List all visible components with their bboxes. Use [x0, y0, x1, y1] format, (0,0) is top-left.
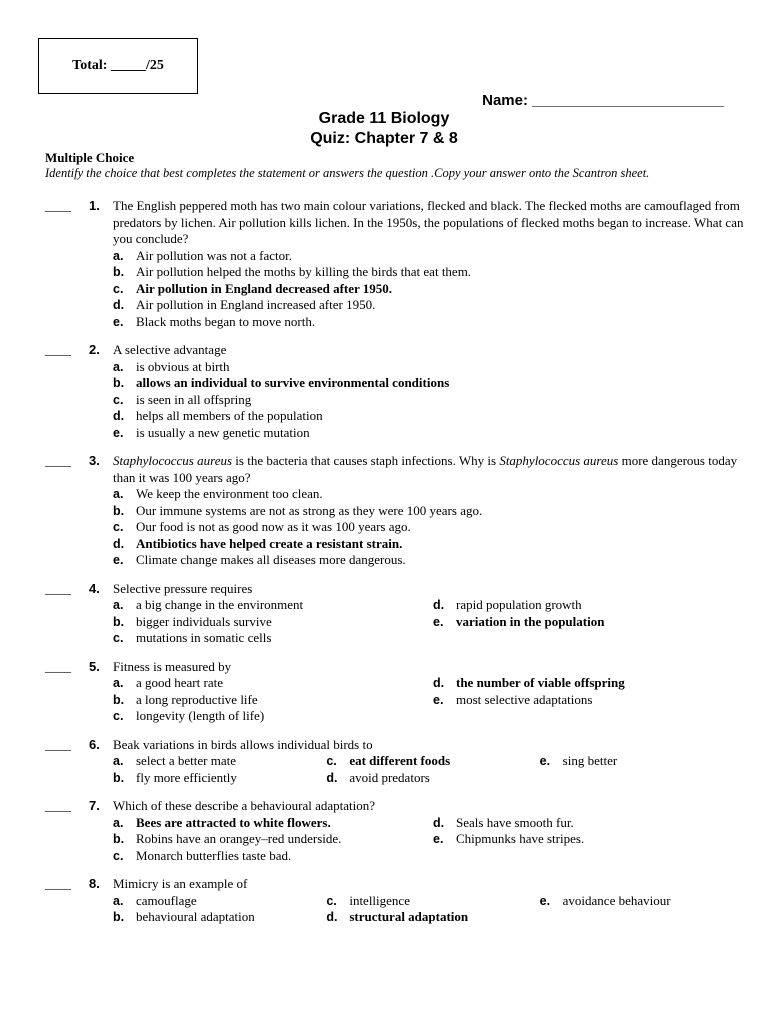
- option-letter: d.: [113, 409, 125, 423]
- option-text: a long reproductive life: [136, 691, 258, 707]
- answer-option: [113, 297, 745, 314]
- name-field-label: Name: _______________________: [482, 92, 724, 109]
- question-stem: [113, 659, 745, 676]
- option-text: eat different foods: [349, 753, 451, 768]
- option-text: Climate change makes all diseases more dangerous.: [136, 552, 406, 567]
- option-letter: e.: [113, 553, 124, 567]
- option-list: [113, 675, 745, 725]
- option-letter: c.: [326, 893, 337, 908]
- option-text: Antibiotics have helped create a resistant strain.: [136, 535, 403, 551]
- option-list: [113, 359, 745, 442]
- option-text: the number of viable offspring: [456, 675, 625, 690]
- total-score-box: [38, 38, 198, 94]
- option-letter: a.: [113, 248, 124, 263]
- option-text: Chipmunks have stripes.: [456, 831, 585, 846]
- option-letter: b.: [113, 376, 125, 390]
- option-list: [113, 815, 745, 865]
- question-number: 5.: [89, 658, 100, 674]
- answer-option: [113, 831, 425, 848]
- option-letter: d.: [326, 910, 338, 924]
- option-letter: c.: [113, 709, 124, 723]
- option-letter: a.: [113, 676, 124, 690]
- question-6: [45, 737, 745, 787]
- option-letter: a.: [113, 815, 124, 830]
- answer-option: [113, 708, 425, 725]
- answer-option: [113, 893, 318, 910]
- answer-option: [326, 909, 531, 926]
- option-letter: b.: [113, 692, 125, 707]
- option-letter: d.: [433, 676, 445, 690]
- answer-option: [540, 893, 745, 910]
- answer-option: [113, 359, 745, 376]
- option-list: [113, 753, 745, 786]
- answer-blank: ____: [45, 198, 71, 213]
- question-8: [45, 876, 745, 926]
- answer-option: [113, 614, 425, 631]
- question-stem: [113, 581, 745, 598]
- option-text: Monarch butterflies taste bad.: [136, 847, 292, 863]
- question-stem: [113, 737, 745, 754]
- answer-option: [113, 630, 425, 647]
- answer-option: [433, 831, 745, 848]
- option-letter: b.: [113, 265, 125, 279]
- question-stem-text: Staphylococcus aureus: [113, 453, 233, 468]
- option-letter: d.: [433, 598, 445, 612]
- option-letter: a.: [113, 754, 124, 768]
- option-letter: d.: [326, 770, 338, 785]
- option-text: Air pollution in England increased after 1950.: [136, 297, 376, 312]
- answer-option: [113, 425, 745, 442]
- section-instruction: Identify the choice that best completes the statement or answers the question .Copy your answer onto the Scantron sheet.: [45, 166, 650, 180]
- answer-option: [113, 264, 745, 281]
- option-letter: d.: [113, 536, 125, 551]
- option-letter: c.: [113, 520, 124, 534]
- question-number: 8.: [89, 876, 100, 891]
- option-letter: b.: [113, 503, 125, 518]
- question-stem-text: is the bacteria that causes staph infections. Why is: [232, 453, 500, 468]
- question-number: 2.: [89, 342, 100, 357]
- option-text: fly more efficiently: [136, 769, 237, 785]
- option-text: Bees are attracted to white flowers.: [136, 814, 331, 830]
- option-letter: e.: [113, 314, 124, 329]
- section-heading: Multiple Choice: [45, 150, 135, 165]
- answer-blank: ____: [45, 798, 71, 813]
- option-letter: b.: [113, 614, 125, 629]
- question-stem: [113, 798, 745, 815]
- answer-option: [433, 815, 745, 832]
- option-letter: c.: [326, 754, 337, 768]
- option-list: [113, 597, 745, 647]
- option-list: [113, 486, 745, 569]
- option-letter: e.: [539, 893, 551, 908]
- option-text: intelligence: [349, 892, 410, 908]
- option-letter: c.: [113, 281, 124, 296]
- question-stem: [113, 198, 745, 248]
- answer-option: [433, 692, 745, 709]
- option-text: avoid predators: [349, 769, 430, 785]
- option-text: camouflage: [136, 892, 197, 908]
- question-stem: [113, 876, 745, 893]
- question-stem-text: Mimicry is an example of: [113, 876, 248, 891]
- option-text: behavioural adaptation: [136, 909, 255, 924]
- question-stem: [113, 342, 745, 359]
- option-text: a big change in the environment: [136, 597, 304, 612]
- option-text: bigger individuals survive: [136, 613, 272, 629]
- answer-option: [540, 753, 745, 770]
- question-stem-text: Selective pressure requires: [113, 580, 253, 596]
- question-number: 4.: [89, 580, 100, 596]
- option-letter: a.: [113, 598, 124, 612]
- answer-option: [433, 597, 745, 614]
- option-text: Air pollution in England decreased after 1950.: [136, 280, 393, 296]
- option-text: Our immune systems are not as strong as they were 100 years ago.: [136, 502, 483, 518]
- option-letter: d.: [113, 298, 125, 312]
- answer-blank: ____: [45, 342, 71, 357]
- answer-option: [113, 392, 745, 409]
- option-letter: c.: [113, 631, 124, 645]
- option-text: variation in the population: [456, 613, 605, 629]
- answer-option: [113, 503, 745, 520]
- answer-option: [113, 753, 318, 770]
- answer-option: [326, 893, 531, 910]
- option-text: a good heart rate: [136, 675, 223, 690]
- option-text: allows an individual to survive environmental conditions: [136, 375, 450, 390]
- question-5: [45, 659, 745, 725]
- answer-blank: ____: [45, 876, 71, 891]
- option-letter: b.: [113, 832, 125, 846]
- option-text: is obvious at birth: [136, 358, 230, 374]
- question-stem-text: A selective advantage: [113, 342, 227, 357]
- option-text: rapid population growth: [456, 597, 582, 612]
- answer-option: [326, 753, 531, 770]
- answer-blank: ____: [45, 453, 71, 468]
- question-stem-text: Fitness is measured by: [113, 658, 232, 674]
- answer-option: [113, 692, 425, 709]
- question-stem: [113, 453, 745, 486]
- option-text: helps all members of the population: [136, 408, 323, 423]
- answer-option: [113, 675, 425, 692]
- answer-option: [113, 281, 745, 298]
- answer-option: [433, 614, 745, 631]
- option-list: [113, 893, 745, 926]
- question-7: [45, 798, 745, 864]
- option-text: most selective adaptations: [456, 691, 593, 707]
- option-text: is usually a new genetic mutation: [136, 424, 310, 440]
- option-text: Black moths began to move north.: [136, 313, 316, 329]
- answer-option: [113, 536, 745, 553]
- answer-option: [113, 909, 318, 926]
- option-letter: c.: [113, 392, 124, 407]
- option-letter: c.: [113, 848, 124, 863]
- option-text: mutations in somatic cells: [136, 630, 272, 645]
- answer-option: [113, 815, 425, 832]
- question-number: 7.: [89, 798, 100, 813]
- option-text: sing better: [562, 753, 618, 768]
- question-4: [45, 581, 745, 647]
- option-text: structural adaptation: [349, 909, 469, 924]
- answer-option: [113, 314, 745, 331]
- question-list: [45, 198, 745, 938]
- option-letter: e.: [433, 832, 444, 846]
- option-text: We keep the environment too clean.: [136, 486, 323, 501]
- option-letter: a.: [113, 487, 124, 501]
- question-number: 3.: [89, 453, 100, 468]
- answer-option: [113, 408, 745, 425]
- answer-option: [113, 248, 745, 265]
- option-text: Seals have smooth fur.: [456, 814, 574, 830]
- option-text: Our food is not as good now as it was 100 years ago.: [136, 519, 411, 534]
- answer-option: [113, 552, 745, 569]
- answer-blank: ____: [45, 736, 71, 752]
- answer-blank: ____: [45, 658, 71, 674]
- question-stem-text: Beak variations in birds allows individual birds to: [113, 736, 373, 752]
- answer-blank: ____: [45, 580, 71, 596]
- question-stem-text: Which of these describe a behavioural adaptation?: [113, 798, 376, 813]
- option-text: avoidance behaviour: [562, 892, 671, 908]
- option-letter: a.: [113, 359, 124, 374]
- question-number: 1.: [89, 198, 100, 213]
- option-text: Air pollution helped the moths by killing the birds that eat them.: [136, 264, 472, 279]
- option-text: Air pollution was not a factor.: [136, 247, 292, 263]
- option-text: select a better mate: [136, 753, 236, 768]
- option-letter: a.: [113, 893, 124, 908]
- question-2: [45, 342, 745, 441]
- answer-option: [113, 375, 745, 392]
- answer-option: [113, 597, 425, 614]
- question-3: [45, 453, 745, 569]
- option-text: Robins have an orangey–red underside.: [136, 831, 342, 846]
- answer-option: [433, 675, 745, 692]
- total-score-label: Total: _____/25: [72, 58, 164, 73]
- question-number: 6.: [89, 736, 100, 752]
- question-stem-text: more dangerous today than it was 100 years ago?: [113, 453, 738, 485]
- answer-option: [113, 770, 318, 787]
- question-stem-text: The English peppered moth has two main colour variations, flecked and black. The flecked moths are camouflaged from predators by lichen. Air pollution kills lichen. In the 1950s, the populations of flecked moths began to increase. What can you conclude?: [113, 198, 744, 246]
- option-letter: e.: [113, 425, 124, 440]
- page-subtitle: Quiz: Chapter 7 & 8: [310, 130, 458, 147]
- answer-option: [326, 770, 531, 787]
- option-letter: e.: [539, 754, 551, 768]
- answer-option: [113, 848, 425, 865]
- question-1: [45, 198, 745, 330]
- option-letter: e.: [433, 614, 444, 629]
- question-stem-text: Staphylococcus aureus: [499, 453, 619, 468]
- option-letter: e.: [433, 692, 444, 707]
- option-list: [113, 248, 745, 331]
- option-letter: b.: [113, 910, 125, 924]
- option-text: is seen in all offspring: [136, 391, 252, 407]
- answer-option: [113, 486, 745, 503]
- option-text: longevity (length of life): [136, 708, 265, 723]
- answer-option: [113, 519, 745, 536]
- page-title: Grade 11 Biology: [318, 110, 450, 127]
- option-letter: d.: [433, 815, 445, 830]
- option-letter: b.: [113, 770, 125, 785]
